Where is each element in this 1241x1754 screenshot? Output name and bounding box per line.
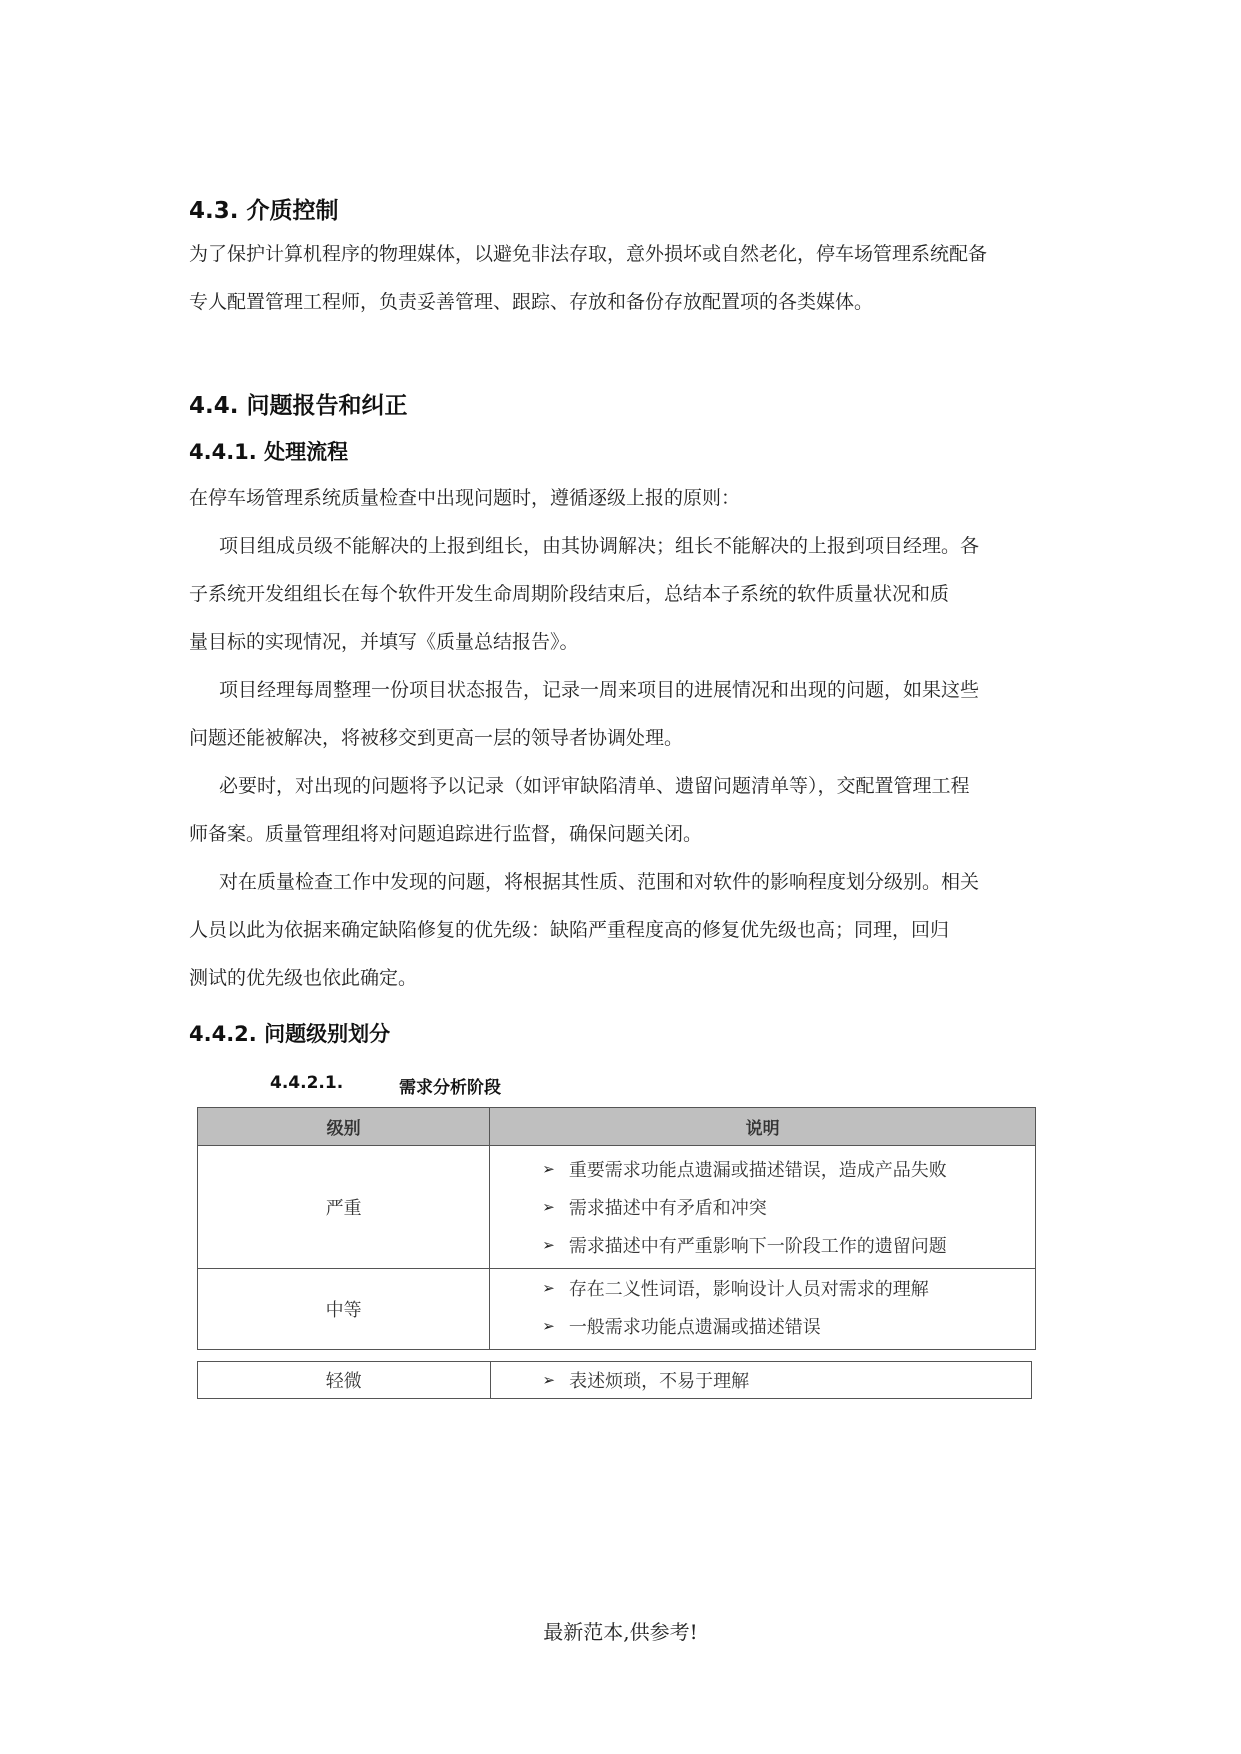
paragraph-line: 师备案。质量管理组将对问题追踪进行监督，确保问题关闭。 bbox=[189, 823, 703, 845]
list-item bbox=[490, 1150, 1035, 1188]
arrow-bullet-icon: ➢ bbox=[542, 1317, 555, 1335]
list-item bbox=[490, 1226, 1035, 1264]
arrow-bullet-icon: ➢ bbox=[542, 1279, 555, 1297]
section-heading-4-4-1: 4.4.1. 处理流程 bbox=[189, 440, 349, 464]
description-cell bbox=[490, 1362, 1032, 1399]
list-item bbox=[490, 1188, 1035, 1226]
description-cell bbox=[490, 1269, 1036, 1350]
arrow-bullet-icon: ➢ bbox=[542, 1198, 555, 1216]
paragraph-line: 项目组成员级不能解决的上报到组长，由其协调解决；组长不能解决的上报到项目经理。各 bbox=[219, 535, 980, 557]
paragraph-line: 对在质量检查工作中发现的问题，将根据其性质、范围和对软件的影响程度划分级别。相关 bbox=[219, 871, 980, 893]
list-item bbox=[490, 1307, 1035, 1345]
table-row bbox=[198, 1269, 1036, 1350]
paragraph-line: 为了保护计算机程序的物理媒体，以避免非法存取，意外损坏或自然老化，停车场管理系统配备 bbox=[189, 243, 988, 265]
list-item-text: 需求描述中有矛盾和冲突 bbox=[568, 1198, 767, 1219]
arrow-bullet-icon: ➢ bbox=[542, 1236, 555, 1254]
paragraph-line: 在停车场管理系统质量检查中出现问题时，遵循逐级上报的原则： bbox=[189, 487, 741, 509]
section-heading-4-4: 4.4. 问题报告和纠正 bbox=[189, 393, 408, 419]
table-header-description: 说明 bbox=[490, 1108, 1036, 1146]
level-cell: 严重 bbox=[198, 1146, 490, 1269]
level-cell: 中等 bbox=[198, 1269, 490, 1350]
table-row bbox=[198, 1146, 1036, 1269]
paragraph-line: 问题还能被解决，将被移交到更高一层的领导者协调处理。 bbox=[189, 727, 684, 749]
list-item bbox=[491, 1362, 1032, 1398]
list-item-text: 重要需求功能点遗漏或描述错误，造成产品失败 bbox=[568, 1160, 947, 1181]
paragraph-line: 专人配置管理工程师，负责妥善管理、跟踪、存放和备份存放配置项的各类媒体。 bbox=[189, 291, 874, 313]
paragraph-line: 项目经理每周整理一份项目状态报告，记录一周来项目的进展情况和出现的问题，如果这些 bbox=[219, 679, 980, 701]
table-header-level: 级别 bbox=[198, 1108, 490, 1146]
subsection-number: 4.4.2.1. bbox=[270, 1073, 344, 1093]
paragraph-line: 测试的优先级也依此确定。 bbox=[189, 967, 418, 989]
table-header-row bbox=[198, 1108, 1036, 1146]
paragraph-line: 人员以此为依据来确定缺陷修复的优先级：缺陷严重程度高的修复优先级也高；同理，回归 bbox=[189, 919, 950, 941]
paragraph-line: 量目标的实现情况，并填写《质量总结报告》。 bbox=[189, 631, 579, 653]
description-cell bbox=[490, 1146, 1036, 1269]
arrow-bullet-icon: ➢ bbox=[542, 1371, 556, 1389]
list-item-text: 表述烦琐，不易于理解 bbox=[569, 1371, 750, 1392]
paragraph-line: 子系统开发组组长在每个软件开发生命周期阶段结束后，总结本子系统的软件质量状况和质 bbox=[189, 583, 950, 605]
section-heading-4-4-2: 4.4.2. 问题级别划分 bbox=[189, 1022, 391, 1046]
section-heading-4-3: 4.3. 介质控制 bbox=[189, 198, 339, 224]
paragraph-line: 必要时，对出现的问题将予以记录（如评审缺陷清单、遗留问题清单等），交配置管理工程 bbox=[219, 775, 970, 797]
list-item bbox=[490, 1269, 1035, 1307]
level-cell: 轻微 bbox=[198, 1362, 491, 1399]
arrow-bullet-icon: ➢ bbox=[542, 1160, 555, 1178]
list-item-text: 存在二义性词语，影响设计人员对需求的理解 bbox=[568, 1279, 929, 1300]
issue-level-table-continued bbox=[197, 1361, 1032, 1399]
table-row bbox=[198, 1362, 1032, 1399]
subsection-title: 需求分析阶段 bbox=[399, 1078, 501, 1098]
list-item-text: 一般需求功能点遗漏或描述错误 bbox=[568, 1317, 821, 1338]
page-footer: 最新范本,供参考! bbox=[543, 1620, 698, 1644]
list-item-text: 需求描述中有严重影响下一阶段工作的遗留问题 bbox=[568, 1236, 947, 1257]
issue-level-table bbox=[197, 1107, 1036, 1350]
